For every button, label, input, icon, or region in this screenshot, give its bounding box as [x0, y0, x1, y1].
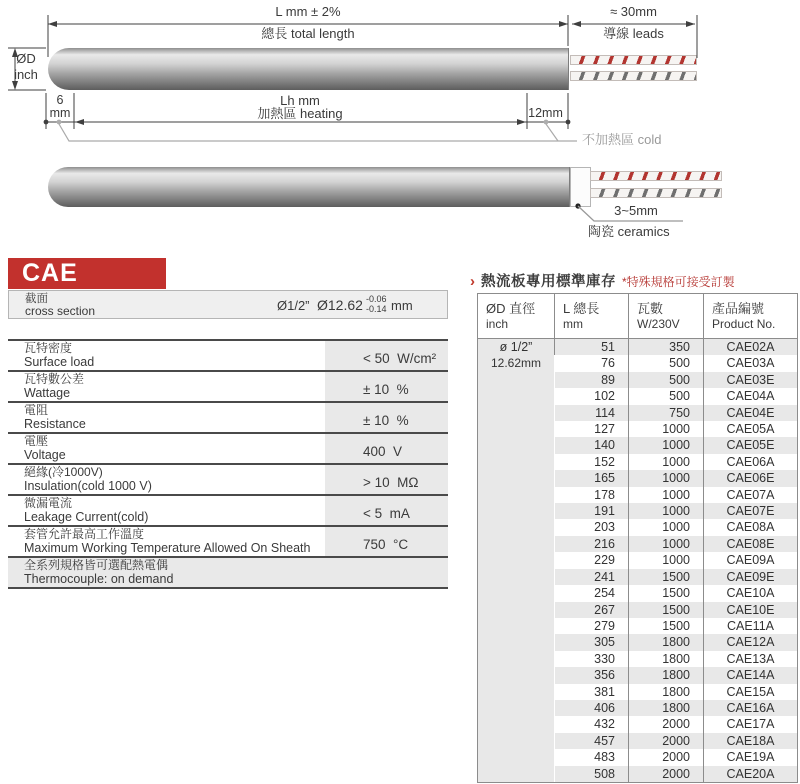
watt-cell: 500 — [629, 372, 704, 388]
watt-cell: 1800 — [629, 634, 704, 650]
watt-cell: 1800 — [629, 684, 704, 700]
length-cell: 406 — [555, 700, 629, 716]
spec-row — [8, 432, 448, 463]
length-cell: 229 — [594, 553, 615, 568]
length-cell: 508 — [555, 766, 629, 783]
length-cell: 267 — [555, 602, 629, 618]
product-cell: CAE04A — [704, 388, 798, 404]
spec-row — [8, 494, 448, 525]
product-cell: CAE07E — [704, 503, 798, 519]
rear-cold-dim: 12mm — [528, 106, 563, 120]
heating-dim: Lh mm — [280, 93, 320, 108]
cross-section-zh: 截面 — [25, 293, 48, 305]
watt-cell: 1000 — [629, 552, 704, 568]
dimension-lines — [0, 0, 800, 150]
cold-zone-label: 不加熱區 cold — [582, 132, 662, 147]
spec-value: 400 V — [325, 434, 448, 463]
length-cell: 241 — [555, 569, 629, 585]
product-cell: CAE20A — [704, 766, 798, 783]
leads-label: 導線 leads — [603, 26, 664, 41]
watt-cell: 1000 — [629, 536, 704, 552]
chevron-icon: › — [470, 273, 475, 290]
watt-cell: 1800 — [629, 651, 704, 667]
watt-cell: 1000 — [629, 487, 704, 503]
product-cell: CAE06A — [704, 454, 798, 470]
total-length-label: 總長 total length — [261, 26, 355, 41]
spec-label: 瓦特數公差 Wattage — [24, 372, 85, 400]
length-cell: 279 — [594, 618, 615, 633]
watt-cell: 1000 — [629, 503, 704, 519]
spec-table — [8, 339, 448, 589]
table-row — [478, 339, 798, 356]
watt-cell: 2000 — [629, 733, 704, 749]
product-cell: CAE05A — [704, 421, 798, 437]
col-header-diameter: ØD 直徑 inch — [478, 294, 555, 339]
length-cell: 165 — [555, 470, 629, 486]
product-cell: CAE16A — [704, 700, 798, 716]
watt-cell: 1000 — [629, 519, 704, 535]
watt-cell: 2000 — [629, 716, 704, 732]
spec-label: 全系列規格皆可選配熱電偶 Thermocouple: on demand — [24, 558, 174, 586]
length-cell: 254 — [594, 586, 615, 601]
watt-cell: 2000 — [629, 766, 704, 783]
total-length-dim: L mm ± 2% — [275, 4, 341, 19]
diameter-dim: ØD — [16, 51, 36, 66]
stock-header-row — [478, 294, 798, 339]
spec-label: 電阻 Resistance — [24, 403, 86, 431]
product-cell: CAE14A — [704, 667, 798, 683]
col-header-product: 產品編號 Product No. — [704, 294, 798, 339]
watt-cell: 500 — [629, 355, 704, 371]
spec-value: ± 10 % — [325, 403, 448, 432]
product-cell: CAE11A — [704, 618, 798, 634]
spec-label: 電壓 Voltage — [24, 434, 66, 462]
diameter-mm: Ø12.62 — [317, 297, 363, 313]
spec-row — [8, 370, 448, 401]
length-cell: 203 — [594, 520, 615, 535]
product-cell: CAE13A — [704, 651, 798, 667]
length-cell: 216 — [555, 536, 629, 552]
heating-label: 加熱區 heating — [257, 106, 343, 121]
length-cell: 152 — [594, 454, 615, 469]
watt-cell: 750 — [629, 405, 704, 421]
spec-row — [8, 463, 448, 494]
spec-value: < 5 mA — [325, 496, 448, 525]
watt-cell: 500 — [629, 388, 704, 404]
cross-section-bar — [8, 290, 448, 319]
product-cell: CAE04E — [704, 405, 798, 421]
length-cell: 356 — [555, 667, 629, 683]
length-cell: 51 — [555, 339, 629, 356]
cross-section-en: cross section — [25, 304, 96, 318]
spec-value: > 10 MΩ — [325, 465, 448, 494]
stock-table-title — [470, 270, 735, 291]
length-cell: 305 — [555, 634, 629, 650]
diameter-unit-label: mm — [391, 298, 413, 313]
watt-cell: 1800 — [629, 667, 704, 683]
product-cell: CAE17A — [704, 716, 798, 732]
ceramic-dim: 3~5mm — [614, 203, 658, 218]
front-cold-unit: mm — [49, 106, 71, 120]
watt-cell: 1000 — [629, 437, 704, 453]
watt-cell: 1500 — [629, 585, 704, 601]
diameter-cell: ø 1/2” 12.62mm — [478, 339, 555, 783]
stock-table — [477, 293, 798, 783]
length-cell: 381 — [594, 684, 615, 699]
length-cell: 127 — [594, 422, 615, 437]
product-cell: CAE06E — [704, 470, 798, 486]
length-cell: 457 — [555, 733, 629, 749]
heater-diagram-bottom — [0, 150, 800, 260]
product-cell: CAE05E — [704, 437, 798, 453]
heater-diagram-top — [0, 0, 800, 150]
watt-cell: 2000 — [629, 749, 704, 765]
length-cell: 178 — [594, 487, 615, 502]
spec-value: 750 °C — [325, 527, 448, 556]
spec-label: 絕緣(冷1000V) Insulation(cold 1000 V) — [24, 465, 152, 493]
series-banner — [8, 258, 166, 289]
tolerance-lower: -0.14 — [366, 303, 387, 314]
length-cell: 330 — [594, 651, 615, 666]
diameter-unit: inch — [14, 67, 38, 82]
spec-row — [8, 525, 448, 556]
watt-cell: 350 — [629, 339, 704, 356]
spec-value: < 50 W/cm² — [325, 341, 448, 370]
tolerance-upper: -0.06 — [366, 294, 387, 304]
watt-cell: 1800 — [629, 700, 704, 716]
product-cell: CAE18A — [704, 733, 798, 749]
stock-title-text: 熱流板專用標準庫存 — [481, 274, 616, 290]
leader-lines — [0, 150, 800, 260]
stock-title-note: *特殊規格可接受訂製 — [622, 275, 735, 289]
diameter-inch: Ø1/2” — [277, 298, 310, 313]
product-cell: CAE03A — [704, 355, 798, 371]
ceramic-label: 陶瓷 ceramics — [588, 224, 670, 239]
spec-row — [8, 339, 448, 370]
length-cell: 89 — [555, 372, 629, 388]
spec-label: 瓦特密度 Surface load — [24, 341, 95, 369]
product-cell: CAE08E — [704, 536, 798, 552]
product-cell: CAE19A — [704, 749, 798, 765]
length-cell: 140 — [555, 437, 629, 453]
product-cell: CAE09A — [704, 552, 798, 568]
front-cold-dim: 6 — [56, 93, 64, 107]
leads-dim: ≈ 30mm — [610, 4, 657, 19]
product-cell: CAE07A — [704, 487, 798, 503]
product-cell: CAE09E — [704, 569, 798, 585]
watt-cell: 1500 — [629, 618, 704, 634]
col-header-wattage: 瓦數 W/230V — [629, 294, 704, 339]
spec-label: 套管允許最高工作溫度 Maximum Working Temperature Allowed On Sheath — [24, 527, 311, 555]
watt-cell: 1000 — [629, 421, 704, 437]
col-header-length: L 總長 mm — [555, 294, 629, 339]
length-cell: 114 — [555, 405, 629, 421]
product-cell: CAE10A — [704, 585, 798, 601]
length-cell: 483 — [594, 750, 615, 765]
spec-value: ± 10 % — [325, 372, 448, 401]
spec-row — [8, 401, 448, 432]
spec-row — [8, 556, 448, 589]
watt-cell: 1500 — [629, 569, 704, 585]
length-cell: 76 — [601, 356, 615, 371]
watt-cell: 1000 — [629, 454, 704, 470]
product-cell: CAE02A — [704, 339, 798, 356]
length-cell: 432 — [594, 717, 615, 732]
diameter-tolerance — [366, 295, 387, 314]
length-cell: 191 — [555, 503, 629, 519]
length-cell: 102 — [594, 389, 615, 404]
product-cell: CAE03E — [704, 372, 798, 388]
product-cell: CAE08A — [704, 519, 798, 535]
product-cell: CAE15A — [704, 684, 798, 700]
watt-cell: 1500 — [629, 602, 704, 618]
spec-label: 微漏電流 Leakage Current(cold) — [24, 496, 149, 524]
watt-cell: 1000 — [629, 470, 704, 486]
series-name: CAE — [22, 259, 78, 287]
stock-table-body — [478, 339, 798, 783]
product-cell: CAE10E — [704, 602, 798, 618]
product-cell: CAE12A — [704, 634, 798, 650]
